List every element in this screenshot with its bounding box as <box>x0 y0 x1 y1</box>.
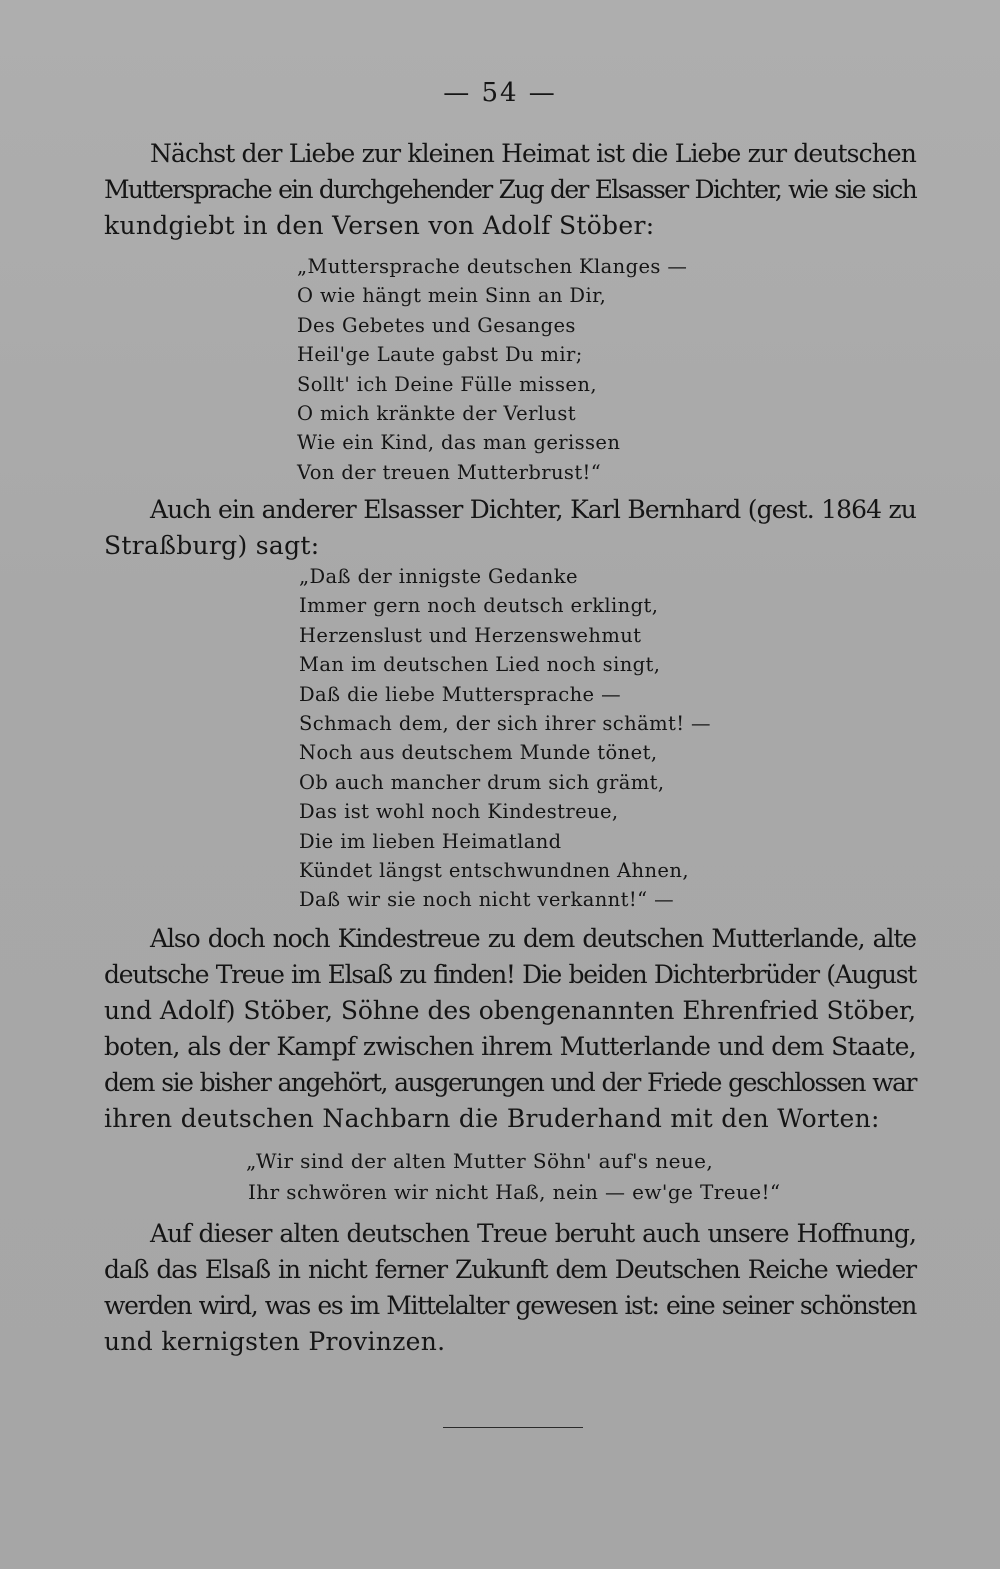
poem-verse: Das ist wohl noch Kindestreue, <box>299 800 619 824</box>
poem-verse: Immer gern noch deutsch erklingt, <box>299 594 659 618</box>
poem-verse: Heil'ge Laute gabst Du mir; <box>297 343 583 367</box>
poem-verse: „Wir sind der alten Mutter Söhn' auf's neue, <box>246 1149 714 1173</box>
poem-verse: Kündet längst entschwundnen Ahnen, <box>299 859 689 883</box>
poem-verse: Wie ein Kind, das man gerissen <box>297 431 621 455</box>
page-number: — 54 — <box>443 78 557 108</box>
poem-verse: O wie hängt mein Sinn an Dir, <box>297 284 607 308</box>
poem-verse: „Muttersprache deutschen Klanges — <box>297 255 688 278</box>
poem-verse: Daß die liebe Muttersprache — <box>299 682 621 706</box>
paragraph-line: dem sie bisher angehört, ausgerungen und der Friede geschlossen war <box>104 1068 916 1097</box>
paragraph-line: kundgiebt in den Versen von Adolf Stöber: <box>104 211 655 240</box>
paragraph-2 <box>104 492 916 564</box>
paragraph-line: Auf dieser alten deutschen Treue beruht auch unsere Hoffnung, <box>150 1219 916 1248</box>
poem-verse: Schmach dem, der sich ihrer schämt! — <box>299 712 711 736</box>
paragraph-4 <box>104 1216 916 1360</box>
end-rule <box>443 1427 583 1428</box>
paragraph-3 <box>104 921 916 1137</box>
poem-verse: Noch aus deutschem Munde tönet, <box>299 741 658 765</box>
poem-verse: Des Gebetes und Gesanges <box>297 313 576 337</box>
paragraph-line: Muttersprache ein durchgehender Zug der Elsasser Dichter, wie sie sich <box>104 175 916 204</box>
paragraph-line: und kernigsten Provinzen. <box>104 1327 446 1356</box>
paragraph-line: werden wird, was es im Mittelalter gewesen ist: eine seiner schönsten <box>104 1291 916 1320</box>
paragraph-line: Nächst der Liebe zur kleinen Heimat ist die Liebe zur deutschen <box>150 139 916 168</box>
paragraph-1 <box>104 136 916 244</box>
poem-verse: „Daß der innigste Gedanke <box>299 565 578 588</box>
poem-verse: Ihr schwören wir nicht Haß, nein — ew'ge Treue!“ <box>248 1180 781 1204</box>
paragraph-line: und Adolf) Stöber, Söhne des obengenannten Ehrenfried Stöber, <box>104 996 916 1025</box>
poem-verse: Ob auch mancher drum sich grämt, <box>299 770 665 794</box>
couplet-stoeber-brothers <box>246 1146 781 1208</box>
paragraph-line: daß das Elsaß in nicht ferner Zukunft dem Deutschen Reiche wieder <box>104 1255 916 1284</box>
paragraph-line: Also doch noch Kindestreue zu dem deutschen Mutterlande, alte <box>150 924 916 953</box>
paragraph-line: Auch ein anderer Elsasser Dichter, Karl Bernhard (gest. 1864 zu <box>150 495 916 524</box>
poem-verse: Die im lieben Heimatland <box>299 829 562 853</box>
paragraph-line: ihren deutschen Nachbarn die Bruderhand mit den Worten: <box>104 1104 880 1133</box>
paragraph-line: deutsche Treue im Elsaß zu finden! Die beiden Dichterbrüder (August <box>104 960 916 989</box>
paragraph-line: boten, als der Kampf zwischen ihrem Mutterlande und dem Staate, <box>104 1032 916 1061</box>
poem-verse: Sollt' ich Deine Fülle missen, <box>297 372 597 396</box>
poem-verse: Herzenslust und Herzenswehmut <box>299 623 642 647</box>
paragraph-line: Straßburg) sagt: <box>104 531 320 560</box>
poem-verse: O mich kränkte der Verlust <box>297 402 577 426</box>
poem-verse: Daß wir sie noch nicht verkannt!“ — <box>299 888 674 912</box>
poem-karl-bernhard <box>299 562 711 915</box>
poem-verse: Man im deutschen Lied noch singt, <box>299 653 661 677</box>
poem-verse: Von der treuen Mutterbrust!“ <box>297 460 602 484</box>
poem-adolf-stoeber <box>297 252 687 487</box>
